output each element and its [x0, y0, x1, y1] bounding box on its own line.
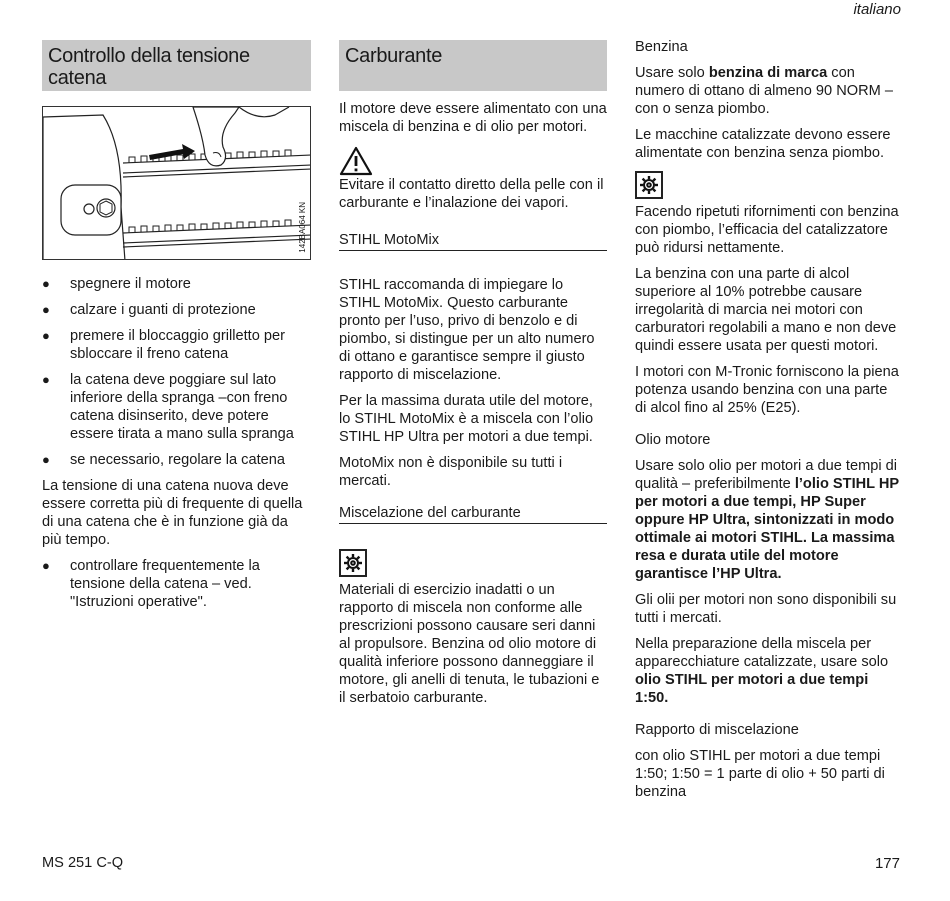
column-petrol-oil: [635, 38, 902, 801]
list-item: ● calzare i guanti di protezione: [42, 301, 311, 319]
section-title-fuel: Carburante: [339, 40, 607, 91]
heading-benzina: Benzina: [635, 39, 688, 55]
leaded-fuel-paragraph: Facendo ripetuti rifornimenti con benzina con piombo, l’efficacia del catalizzatore può ridursi nettamente.: [635, 204, 899, 256]
list-item: ● la catena deve poggiare sul lato inferiore della spranga –con freno catena disinserito, deve potere essere tirata a mano sulla spranga: [42, 371, 311, 443]
model-label: MS 251 C-Q: [42, 855, 124, 871]
subheading-fuel-mixing: Miscelazione del carburante: [339, 504, 607, 524]
alcohol-paragraph: La benzina con una parte di alcol superiore al 10% potrebbe causare irregolarità di marcia nei motori con carburatori regolabili a mano e non deve quindi essere usata per questi motori.: [635, 266, 897, 354]
mixing-warning-paragraph: Materiali di esercizio inadatti o un rapporto di miscela non conforme alle prescrizioni possono causare seri danni al propulsore. Benzina od olio motore di qualità inferiore possono danneggiare il motore, gli anelli di tenuta, le tubazioni e il serbatoio carburante.: [339, 582, 600, 706]
section-title-chain-tension: Controllo della tensione catena: [42, 40, 311, 91]
language-label: italiano: [853, 1, 901, 18]
column-chain-tension: [42, 40, 311, 619]
chain-tension-steps: [42, 275, 311, 469]
chain-tension-illustration: [42, 106, 311, 260]
catalyst-paragraph: Le macchine catalizzate devono essere alimentate con benzina senza piombo.: [635, 127, 891, 161]
oil-availability: Gli olii per motori non sono disponibili su tutti i mercati.: [635, 592, 897, 626]
warning-text: Evitare il contatto diretto della pelle con il carburante e l’inalazione dei vapori.: [339, 177, 604, 211]
motomix-availability: MotoMix non è disponibile su tutti i mercati.: [339, 455, 563, 489]
heading-olio-motore: Olio motore: [635, 432, 711, 448]
benzina-paragraph: Usare solo benzina di marca con numero di ottano di almeno 90 NORM – con o senza piombo.: [635, 65, 893, 117]
chain-saw-figure: [43, 107, 311, 260]
list-item: ● se necessario, regolare la catena: [42, 451, 311, 469]
list-item: ● controllare frequentemente la tensione della catena – ved. "Istruzioni operative".: [42, 557, 311, 611]
page-number: 177: [874, 855, 900, 872]
list-item: ● spegnere il motore: [42, 275, 311, 293]
warning-icon: [339, 146, 607, 176]
subheading-motomix: STIHL MotoMix: [339, 231, 607, 251]
motomix-paragraph: STIHL raccomanda di impiegare lo STIHL MotoMix. Questo carburante pronto per l’uso, privo di benzolo e di piombo, si distingue per un alto numero di ottano e garantisce sempre il giusto rapporto di miscelazione.: [339, 277, 595, 383]
oil-paragraph: Usare solo olio per motori a due tempi di qualità – preferibilmente l’olio STIHL HP per motori a due tempi, HP Super oppure HP Ultra, sintonizzati in modo ottimale ai motori STIHL. La massima resa e durata utile del motore garantisce l’HP Ultra.: [635, 458, 899, 582]
mix-ratio-paragraph: con olio STIHL per motori a due tempi 1:50; 1:50 = 1 parte di olio + 50 parti di benzina: [635, 748, 885, 800]
heading-rapporto: Rapporto di miscelazione: [635, 722, 799, 738]
figure-code: 142BA064 KN: [298, 202, 307, 253]
check-tension-list: [42, 557, 311, 611]
m-tronic-paragraph: I motori con M-Tronic forniscono la piena potenza usando benzina con una parte di alcol fino al 25% (E25).: [635, 364, 899, 416]
gear-icon: [635, 171, 663, 199]
gear-icon: [339, 549, 367, 577]
list-item: ● premere il bloccaggio grilletto per sbloccare il freno catena: [42, 327, 311, 363]
column-fuel: [339, 40, 607, 707]
fuel-intro: Il motore deve essere alimentato con una miscela di benzina e di olio per motori.: [339, 101, 607, 135]
catalyst-oil-paragraph: Nella preparazione della miscela per apparecchiature catalizzate, usare solo olio STIHL per motori a due tempi 1:50.: [635, 636, 889, 706]
motomix-oil-paragraph: Per la massima durata utile del motore, lo STIHL MotoMix è a miscela con l’olio STIHL HP Ultra per motori a due tempi.: [339, 393, 594, 445]
new-chain-paragraph: La tensione di una catena nuova deve essere corretta più di frequente di quella di una catena che è in funzione già da più tempo.: [42, 478, 303, 548]
